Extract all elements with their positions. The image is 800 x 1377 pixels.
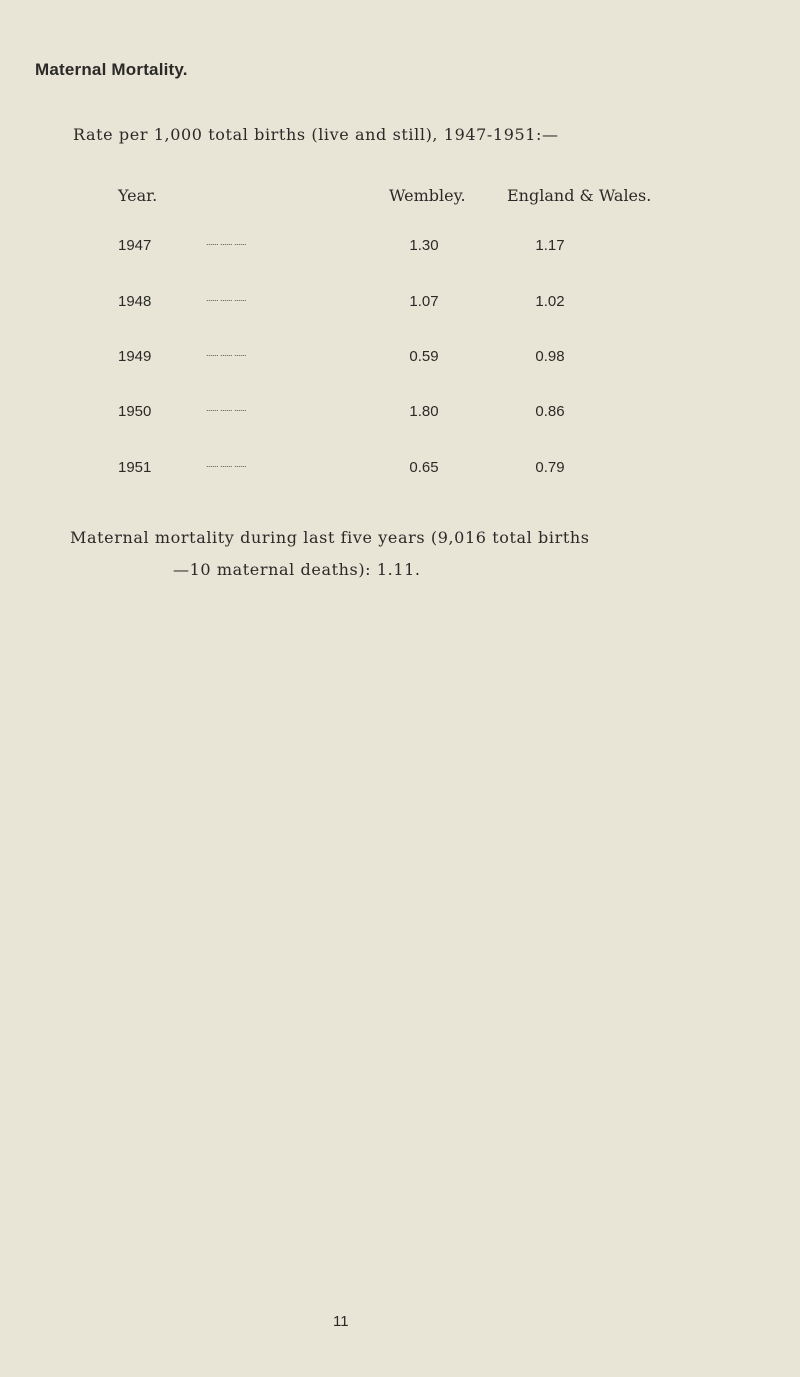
- year-cell: 1947: [118, 237, 152, 254]
- table-caption: Rate per 1,000 total births (live and still), 1947-1951:—: [73, 125, 559, 144]
- dot-leader: ...... ...... ......: [206, 293, 247, 303]
- wembley-rate-cell: 0.65: [409, 459, 439, 476]
- section-heading: Maternal Mortality.: [35, 60, 188, 79]
- year-cell: 1951: [118, 459, 152, 476]
- table-row: [0, 237, 800, 261]
- wembley-rate-cell: 1.07: [409, 293, 439, 310]
- column-header-england-wales: England & Wales.: [507, 186, 652, 205]
- summary-line-1: Maternal mortality during last five years (9,016 total births: [70, 528, 590, 547]
- year-cell: 1950: [118, 403, 152, 420]
- table-row: [0, 293, 800, 317]
- england-wales-rate-cell: 1.17: [535, 237, 565, 254]
- table-row: [0, 459, 800, 483]
- table-row: [0, 403, 800, 427]
- table-row: [0, 348, 800, 372]
- england-wales-rate-cell: 0.98: [535, 348, 565, 365]
- wembley-rate-cell: 1.80: [409, 403, 439, 420]
- page-number: 11: [333, 1313, 349, 1330]
- wembley-rate-cell: 0.59: [409, 348, 439, 365]
- dot-leader: ...... ...... ......: [206, 403, 247, 413]
- dot-leader: ...... ...... ......: [206, 348, 247, 358]
- england-wales-rate-cell: 0.79: [535, 459, 565, 476]
- year-cell: 1949: [118, 348, 152, 365]
- year-cell: 1948: [118, 293, 152, 310]
- england-wales-rate-cell: 0.86: [535, 403, 565, 420]
- wembley-rate-cell: 1.30: [409, 237, 439, 254]
- summary-line-2: —10 maternal deaths): 1.11.: [173, 560, 421, 579]
- england-wales-rate-cell: 1.02: [535, 293, 565, 310]
- dot-leader: ...... ...... ......: [206, 237, 247, 247]
- dot-leader: ...... ...... ......: [206, 459, 247, 469]
- column-header-year: Year.: [118, 186, 158, 205]
- column-header-wembley: Wembley.: [389, 186, 466, 205]
